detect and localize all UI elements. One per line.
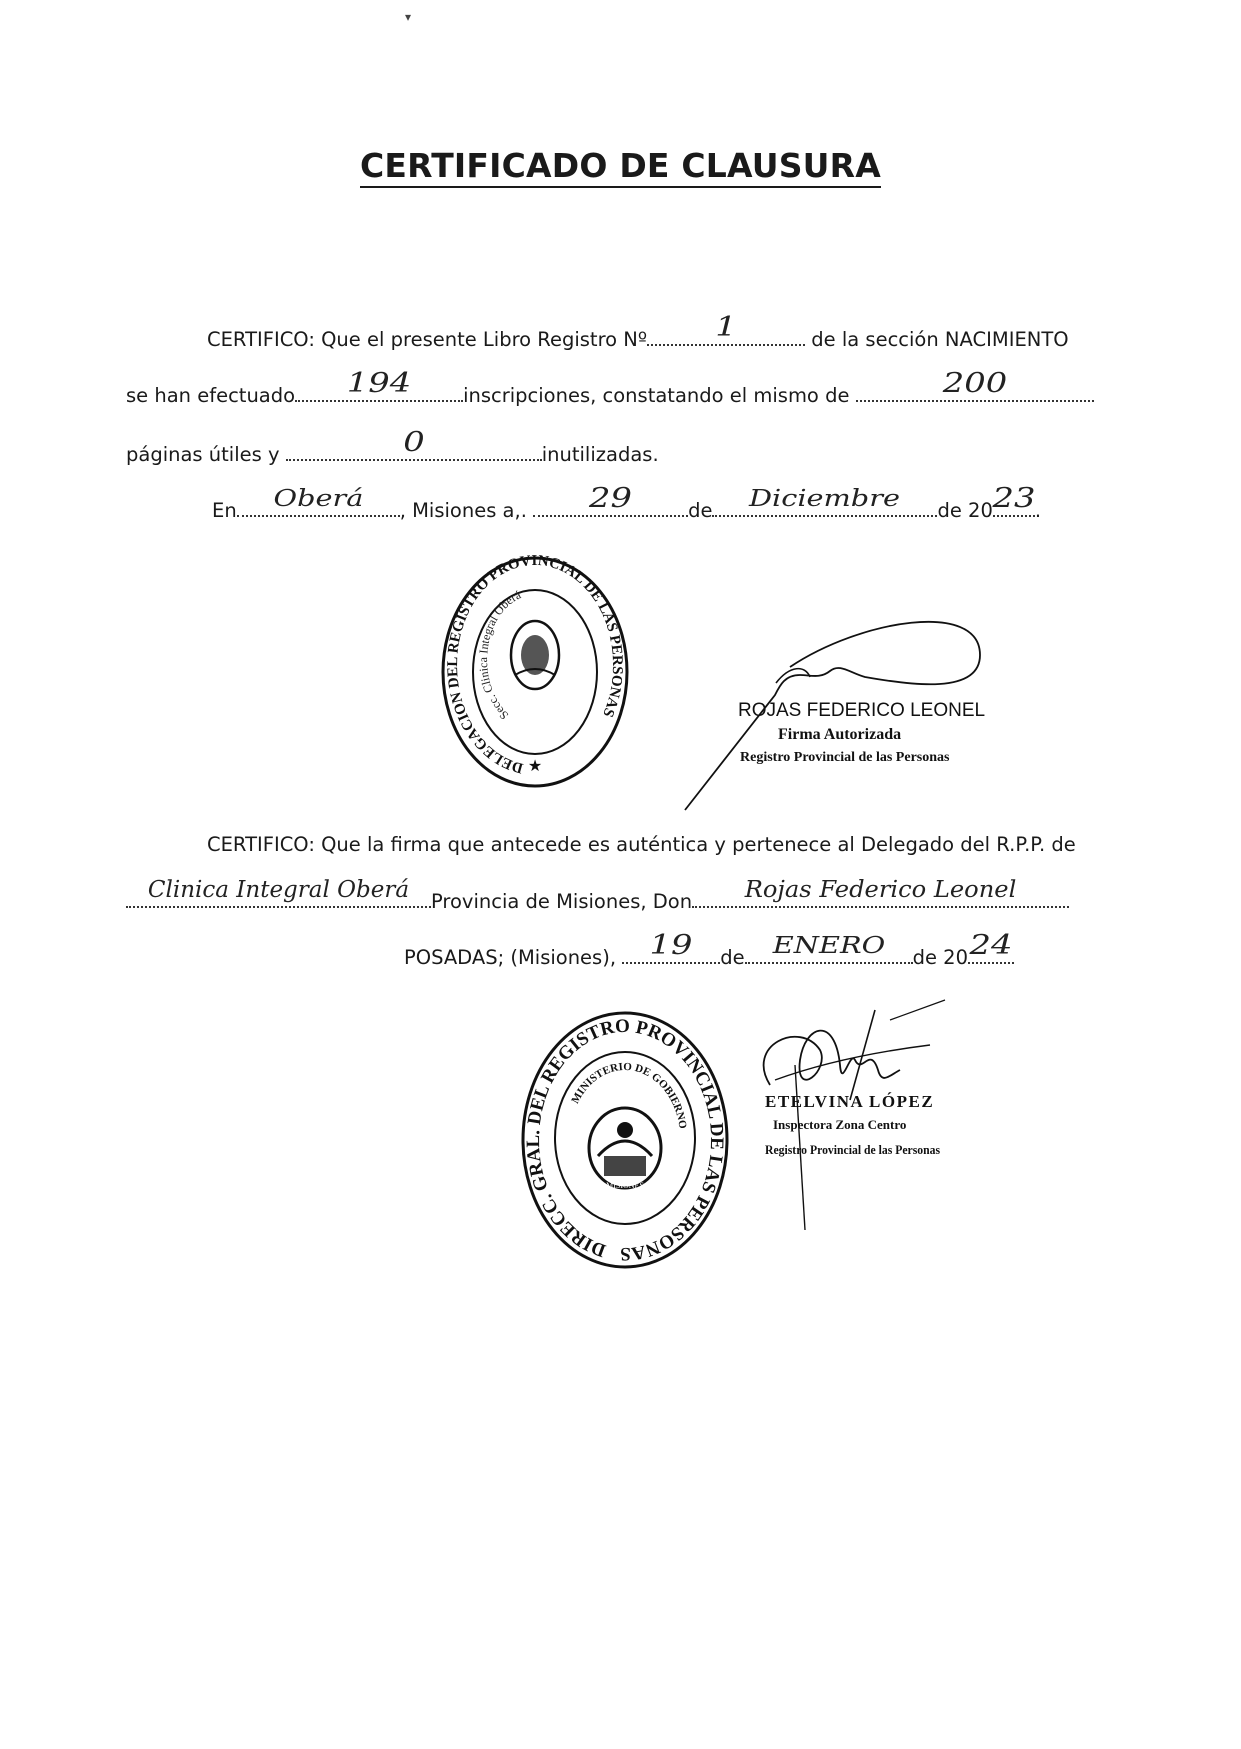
cert1-line3-text-b: inutilizadas. — [541, 443, 659, 466]
cert1-inscripciones-field — [295, 368, 463, 402]
cert1-mes-field — [712, 486, 937, 517]
cert2-line1 — [207, 831, 1076, 859]
cert2-mes-field — [745, 933, 913, 964]
cert1-anio-field — [992, 483, 1036, 517]
cert1-paginas-field — [856, 368, 1094, 402]
cert2-anio: 24 — [969, 930, 1013, 961]
seal1-arc-text: DELEGACION DEL REGISTRO PROVINCIAL DE LAS PERSONAS — [444, 552, 626, 776]
cert1-line1-text-b: de la sección NACIMIENTO — [811, 328, 1069, 351]
cert2-dia: 19 — [649, 930, 693, 961]
header-mark: ▾ — [405, 10, 412, 24]
cert1-paginas: 200 — [942, 368, 1007, 399]
cert1-line2 — [126, 368, 1094, 410]
cert2-seccion: Clinica Integral Oberá — [147, 877, 410, 903]
cert2-line3 — [404, 930, 1014, 972]
cert1-line2-text-a: se han efectuado — [126, 384, 296, 407]
cert1-line3 — [126, 427, 659, 469]
cert1-lugar-field — [237, 486, 400, 517]
cert2-don-field — [692, 877, 1069, 908]
cert1-inutilizadas-field — [286, 427, 542, 461]
cert1-inscripciones: 194 — [346, 368, 412, 399]
cert2-line2 — [126, 877, 1069, 916]
cert2-line3-text-a: POSADAS; (Misiones), — [404, 946, 617, 969]
seal2-inner-text: MINISTERIO DE GOBIERNO — [569, 1060, 689, 1130]
cert1-misiones: , Misiones a,. — [399, 499, 527, 522]
cert2-line2-mid: Provincia de Misiones, Don — [431, 890, 693, 913]
cert1-line3-text-a: páginas útiles y — [126, 443, 280, 466]
cert2-de1: de — [720, 946, 745, 969]
document-title-text: CERTIFICADO DE CLAUSURA — [360, 146, 881, 188]
document-title — [0, 146, 1241, 185]
seal1-inner-text: Secc. Clinica Integral Oberá — [476, 587, 524, 723]
cert2-de2: de 20 — [912, 946, 968, 969]
cert1-libro-num: 1 — [715, 312, 737, 343]
signer2-name: ETELVINA LÓPEZ — [765, 1092, 935, 1111]
signer2-signature — [740, 990, 960, 1240]
cert1-de1: de — [688, 499, 713, 522]
cert2-line1-text: CERTIFICO: Que la firma que antecede es auténtica y pertenece al Delegado del R.P.P. de — [207, 833, 1076, 856]
seal2-arc-text: DIRECC. GRAL. DEL REGISTRO PROVINCIAL DE LAS PERSONAS — [523, 1015, 728, 1265]
cert1-inutilizadas: 0 — [402, 427, 425, 458]
cert1-line1 — [207, 312, 1069, 354]
cert1-line4 — [212, 483, 1042, 525]
cert1-dia: 29 — [589, 483, 633, 514]
cert1-anio: 23 — [992, 483, 1036, 514]
seal2-stamp — [520, 1010, 730, 1275]
cert1-line1-text-a: CERTIFICO: Que el presente Libro Registro Nº — [207, 328, 648, 351]
signer1-org: Registro Provincial de las Personas — [740, 750, 950, 765]
cert2-dia-field — [622, 930, 720, 964]
cert1-line2-text-b: inscripciones, constatando el mismo de — [463, 384, 850, 407]
cert1-dia-field — [533, 483, 688, 517]
seal2-emblem-icon — [589, 1108, 661, 1188]
cert1-de2: de 20 — [937, 499, 993, 522]
signer1-role: Firma Autorizada — [778, 726, 902, 743]
cert1-libro-field — [647, 312, 805, 346]
seal1-star-icon: ★ — [527, 756, 543, 775]
seal1-stamp — [440, 552, 630, 790]
signer2-org: Registro Provincial de las Personas — [765, 1142, 941, 1157]
cert2-don: Rojas Federico Leonel — [744, 877, 1017, 903]
cert2-seccion-field — [126, 877, 431, 908]
seal2-emblem-label: MISIONES — [606, 1181, 644, 1190]
seal1-emblem-icon — [511, 621, 559, 689]
cert2-anio-field — [968, 930, 1014, 964]
cert1-mes: Diciembre — [749, 486, 901, 512]
signer1-name: ROJAS FEDERICO LEONEL — [738, 700, 986, 721]
cert1-lugar: Oberá — [273, 486, 364, 512]
cert1-end: . — [1034, 499, 1042, 522]
cert1-en: En — [212, 499, 237, 522]
cert2-mes: ENERO — [772, 933, 885, 959]
signer2-role: Inspectora Zona Centro — [773, 1117, 907, 1132]
